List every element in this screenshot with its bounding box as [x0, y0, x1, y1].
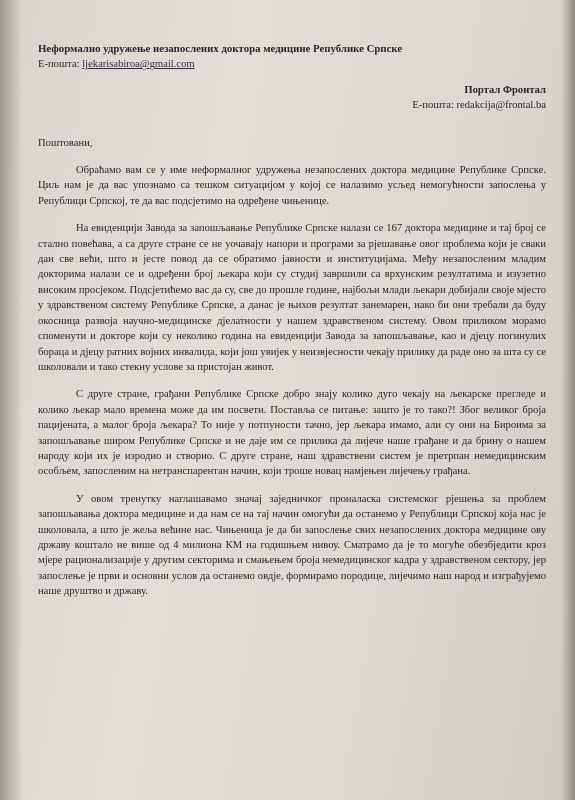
page-shadow-right: [561, 0, 575, 800]
paragraph-citizens: С друге стране, грађани Републике Српске добро знају колико дуго чекају на љекарске прегледе и колико љекар мало времена може да им посвети. Поставља се питање: зашто је то тако?! Због великог броја пацијената, а малог броја љекара? То није у потпуности тачно, јер љекара имамо, али су они на Бироима за запошљавање широм Републике Српске и не даје им се прилика да лијече наше грађане и да брину о нашем народу који их је изродио и створио. С друге стране, наш здравствени систем је претрпан немедицинским особљем, запосленим на нетранспарентан начин, који троше новац намјењен лијечењу грађана.: [38, 389, 546, 478]
sender-email-line: [38, 57, 546, 72]
recipient-email: Е-пошта: redakcija@frontal.ba: [412, 100, 546, 112]
page-shadow-left: [0, 0, 22, 800]
sender-email-link[interactable]: ljekarisabiroa@gmail.com: [82, 59, 195, 71]
sender-email-prefix: Е-пошта:: [38, 59, 83, 71]
paragraph-registry: На евиденцији Завода за запошљавање Републике Српске налази се 167 доктора медицине и тај број се стално повећава, а са друге стране се не уочавају напори и програми за рјешавање овог проблема који је сваки дан све већи, што и јесте повод да се обратимо јавности и институцијама. Међу незапосленим младим докторима налази се и одређени број љекара који су студиј завршили са врхунским резултатима и изузетно високим просјеком. Подсјетићемо вас да су, све до прошле године, најбољи млади љекари добијали своје мјесто у здравственом систему Републике Српске, а данас је њихов резултат занемарен, иако би они требали да буду окосница развоја научно-медицинске дјелатности у нашем здравственом систему. Овом приликом морамо споменути и докторе који су неколико година на евиденцији Завода за запошљавање, као и дјецу погинулих бораца и дјецу ратних војних инвалида, који још увијек у неизвјесности чекају прилику да раде оно за шта су се школовали и тако стекну услове за пристојан живот.: [38, 223, 546, 373]
letter-body: [38, 42, 546, 600]
greeting: Поштовани,: [38, 137, 93, 149]
recipient-block: [38, 83, 546, 114]
sender-title: Неформално удружење незапослених доктора медицине Републике Српске: [38, 43, 403, 55]
recipient-name: Портал Фронтал: [464, 84, 546, 96]
paragraph-intro: Обраћамо вам се у име неформалног удружења незапослених доктора медицине Републике Српске. Циљ нам је да вас упознамо са тешком ситуацијом у којој се налазимо усљед немогућности запослења у Републици Српској, те да вас подсјетимо на одређене чињенице.: [38, 165, 546, 207]
paragraph-solution: У овом тренутку наглашавамо значај заједничког проналаска системског рјешења за проблем запошљавања доктора медицине и да нам се на тај начин омогући да останемо у Републици Српској која нас је школовала, а што је жеља већине нас. Чињеница је да би запослење свих незапослених доктора медицине ову државу коштало не више од 4 милиона КМ на годишњем нивоу. Сматрамо да је то могуће обезбједити кроз мјере рационализације у другим секторима и смањењем броја немедицинског кадра у здравственом сектору, јер запослење је први и основни услов да останемо овдје, формирамо породице, лијечимо наш народ и изграђујемо наше друштво и државу.: [38, 493, 546, 598]
